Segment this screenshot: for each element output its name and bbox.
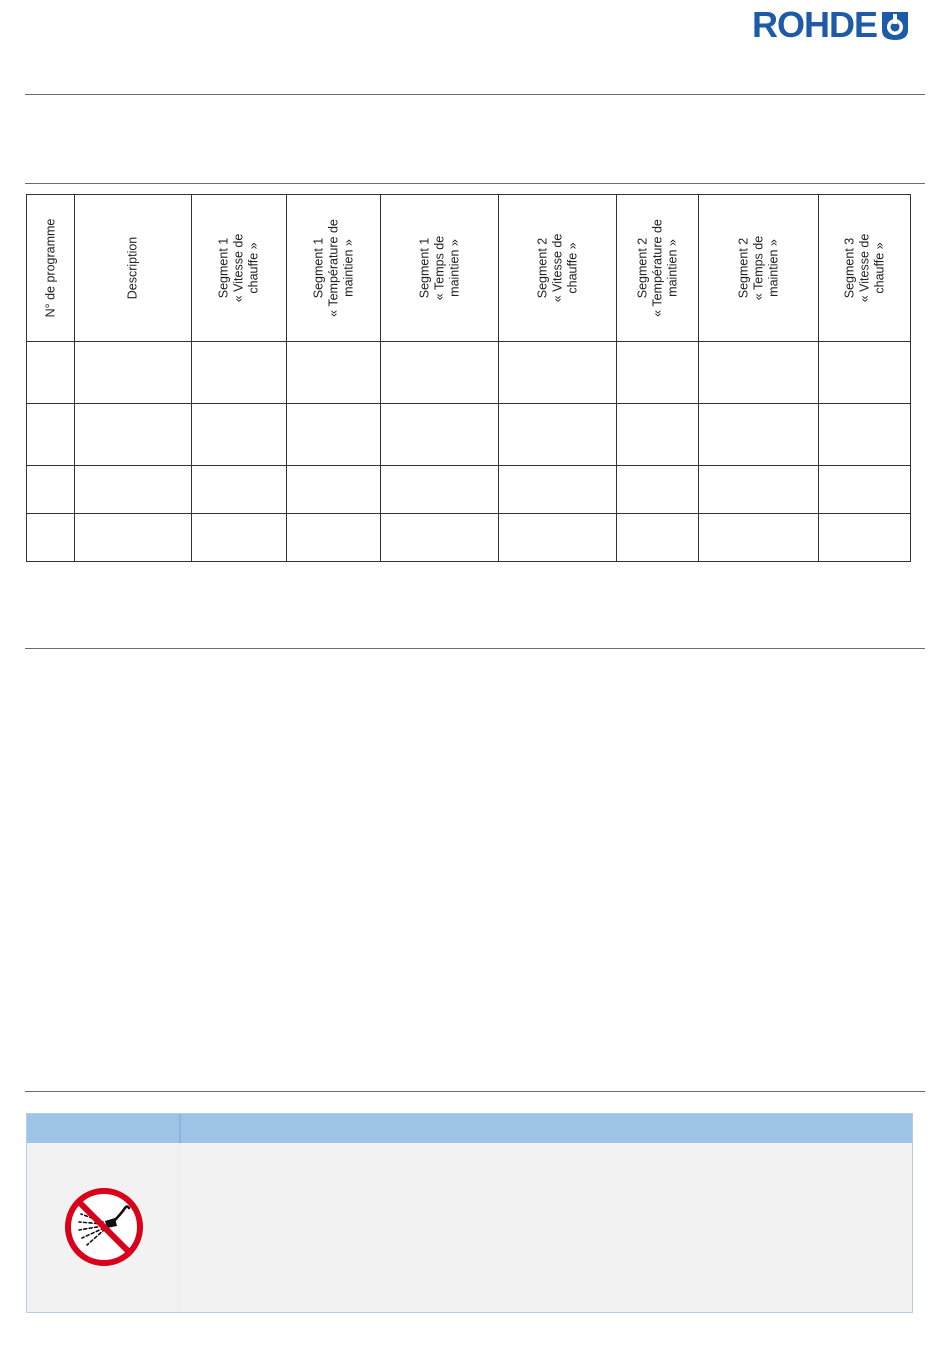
table-cell[interactable] [617, 342, 699, 404]
column-header-line: Segment 2 [736, 237, 750, 299]
rohde-logo-mark-icon [880, 8, 910, 42]
column-header-line: « Temps de [432, 235, 446, 301]
column-header-line: maintien » [341, 239, 355, 297]
column-header-line: Segment 1 [311, 237, 325, 299]
column-header-line: Segment 2 [635, 237, 649, 299]
table-cell[interactable] [699, 342, 819, 404]
table-row [27, 342, 911, 404]
column-header-line: « Vitesse de [231, 233, 246, 303]
logo-text: ROHDE [752, 4, 878, 45]
table-cell[interactable] [192, 466, 287, 514]
table-cell[interactable] [499, 514, 617, 562]
column-header-line: Description [125, 236, 140, 300]
table-cell[interactable] [617, 514, 699, 562]
table-cell[interactable] [287, 342, 381, 404]
warning-column-divider [179, 1143, 180, 1312]
column-header-line: maintien » [447, 239, 461, 297]
column-header-line: « Température de [326, 219, 340, 317]
table-cell[interactable] [381, 514, 499, 562]
table-cell[interactable] [699, 404, 819, 466]
column-header-3 [192, 195, 287, 342]
column-header-line: chauffe » [872, 242, 886, 294]
column-header-label [126, 198, 141, 338]
warning-header [27, 1114, 912, 1143]
table-top-rule [25, 183, 925, 184]
column-header-line: chauffe » [246, 242, 261, 294]
column-header-7 [617, 195, 699, 342]
table-cell[interactable] [617, 404, 699, 466]
rohde-logo [752, 6, 910, 44]
table-cell[interactable] [27, 404, 75, 466]
table-cell[interactable] [27, 342, 75, 404]
warning-top-rule [25, 1091, 925, 1092]
table-cell[interactable] [75, 514, 192, 562]
column-header-line: maintien » [665, 239, 679, 297]
column-header-1 [27, 195, 75, 342]
table-cell[interactable] [27, 466, 75, 514]
table-cell[interactable] [381, 466, 499, 514]
table-cell[interactable] [499, 466, 617, 514]
table-cell[interactable] [75, 404, 192, 466]
column-header-line: Segment 1 [417, 237, 431, 299]
section-rule [25, 648, 925, 649]
table-cell[interactable] [75, 466, 192, 514]
table-cell[interactable] [699, 466, 819, 514]
column-header-line: chauffe » [565, 242, 579, 294]
table-cell[interactable] [381, 404, 499, 466]
column-header-line: Segment 3 [842, 237, 856, 299]
column-header-label [311, 198, 356, 338]
table-cell[interactable] [699, 514, 819, 562]
column-header-label [842, 198, 887, 338]
column-header-line: N° de programme [43, 218, 57, 318]
table-cell[interactable] [287, 514, 381, 562]
table-cell[interactable] [499, 404, 617, 466]
table-row [27, 404, 911, 466]
table-header-row [27, 195, 911, 342]
table-cell[interactable] [381, 342, 499, 404]
warning-box [26, 1113, 913, 1313]
table-cell[interactable] [499, 342, 617, 404]
table-cell[interactable] [287, 466, 381, 514]
column-header-line: « Temps de [751, 235, 765, 301]
column-header-9 [819, 195, 911, 342]
table-cell[interactable] [192, 342, 287, 404]
header-rule [25, 94, 925, 95]
table-cell[interactable] [27, 514, 75, 562]
table-row [27, 514, 911, 562]
program-table [26, 194, 911, 562]
column-header-6 [499, 195, 617, 342]
column-header-label [535, 198, 580, 338]
column-header-line: « Vitesse de [550, 233, 564, 303]
column-header-2 [75, 195, 192, 342]
table-cell[interactable] [192, 514, 287, 562]
table-cell[interactable] [819, 404, 911, 466]
column-header-8 [699, 195, 819, 342]
table-cell[interactable] [75, 342, 192, 404]
no-water-spray-icon [65, 1188, 143, 1266]
column-header-line: maintien » [766, 239, 780, 297]
column-header-label [736, 198, 781, 338]
column-header-line: Segment 1 [216, 237, 231, 299]
column-header-label [217, 198, 262, 338]
table-cell[interactable] [819, 466, 911, 514]
table-cell[interactable] [819, 342, 911, 404]
table-cell[interactable] [617, 466, 699, 514]
column-header-line: « Vitesse de [857, 233, 871, 303]
table-cell[interactable] [287, 404, 381, 466]
table-row [27, 466, 911, 514]
column-header-4 [287, 195, 381, 342]
column-header-line: « Température de [650, 219, 664, 317]
column-header-label [417, 198, 462, 338]
table-cell[interactable] [819, 514, 911, 562]
column-header-label [635, 198, 680, 338]
column-header-label [43, 198, 58, 338]
table-body [27, 342, 911, 562]
table-cell[interactable] [192, 404, 287, 466]
warning-header-divider [179, 1114, 181, 1143]
column-header-5 [381, 195, 499, 342]
column-header-line: Segment 2 [535, 237, 549, 299]
